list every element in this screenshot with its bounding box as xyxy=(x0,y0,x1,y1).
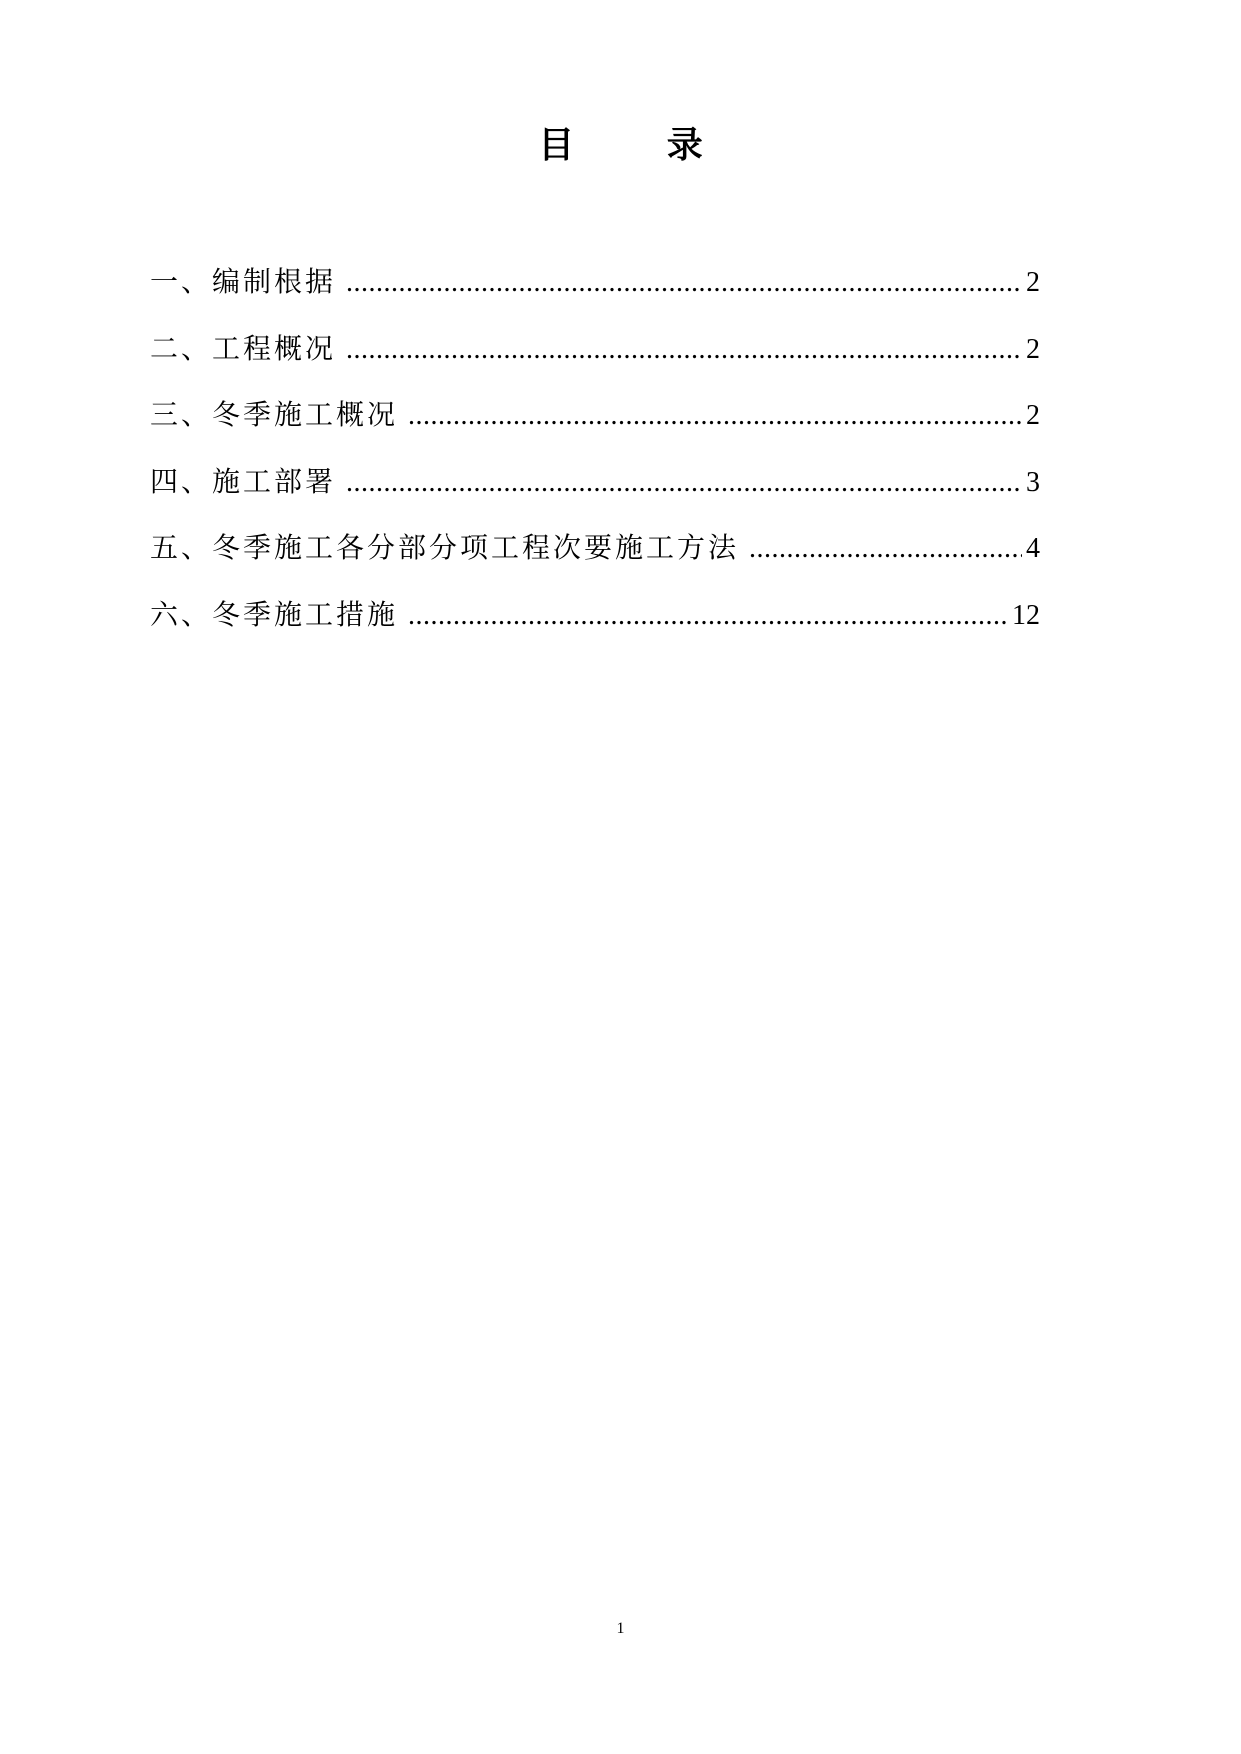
toc-entry-label: 一、编制根据 xyxy=(150,265,337,298)
toc-entry-label: 四、施工部署 xyxy=(150,464,337,498)
toc-dot-leader xyxy=(408,396,1022,436)
toc-dot-leader xyxy=(749,529,1022,569)
toc-entry[interactable] xyxy=(150,528,1040,595)
toc-entry-label: 六、冬季施工措施 xyxy=(150,597,399,631)
toc-entry-page: 2 xyxy=(1026,400,1040,431)
toc-entry[interactable] xyxy=(150,329,1040,396)
toc-entry[interactable] xyxy=(150,595,1040,662)
toc-dot-leader xyxy=(346,330,1022,370)
toc-entry-label: 三、冬季施工概况 xyxy=(150,398,399,431)
toc-entry-label: 二、工程概况 xyxy=(150,331,337,365)
toc-entry[interactable] xyxy=(150,462,1040,529)
footer-page-number: 1 xyxy=(616,1620,625,1637)
page-title: 目 录 xyxy=(538,125,743,166)
toc-entry-page: 3 xyxy=(1026,466,1040,498)
toc-entry[interactable] xyxy=(150,395,1040,462)
toc-entry[interactable] xyxy=(150,262,1040,329)
toc-entry-page: 2 xyxy=(1026,333,1040,365)
toc-entry-page: 2 xyxy=(1026,267,1040,298)
toc-dot-leader xyxy=(346,263,1022,303)
toc-dot-leader xyxy=(408,596,1008,636)
toc-dot-leader xyxy=(346,463,1022,503)
toc-entry-page: 12 xyxy=(1012,599,1040,631)
table-of-contents xyxy=(150,262,1040,661)
toc-entry-label: 五、冬季施工各分部分项工程次要施工方法 xyxy=(150,531,740,564)
toc-entry-page: 4 xyxy=(1026,533,1040,564)
